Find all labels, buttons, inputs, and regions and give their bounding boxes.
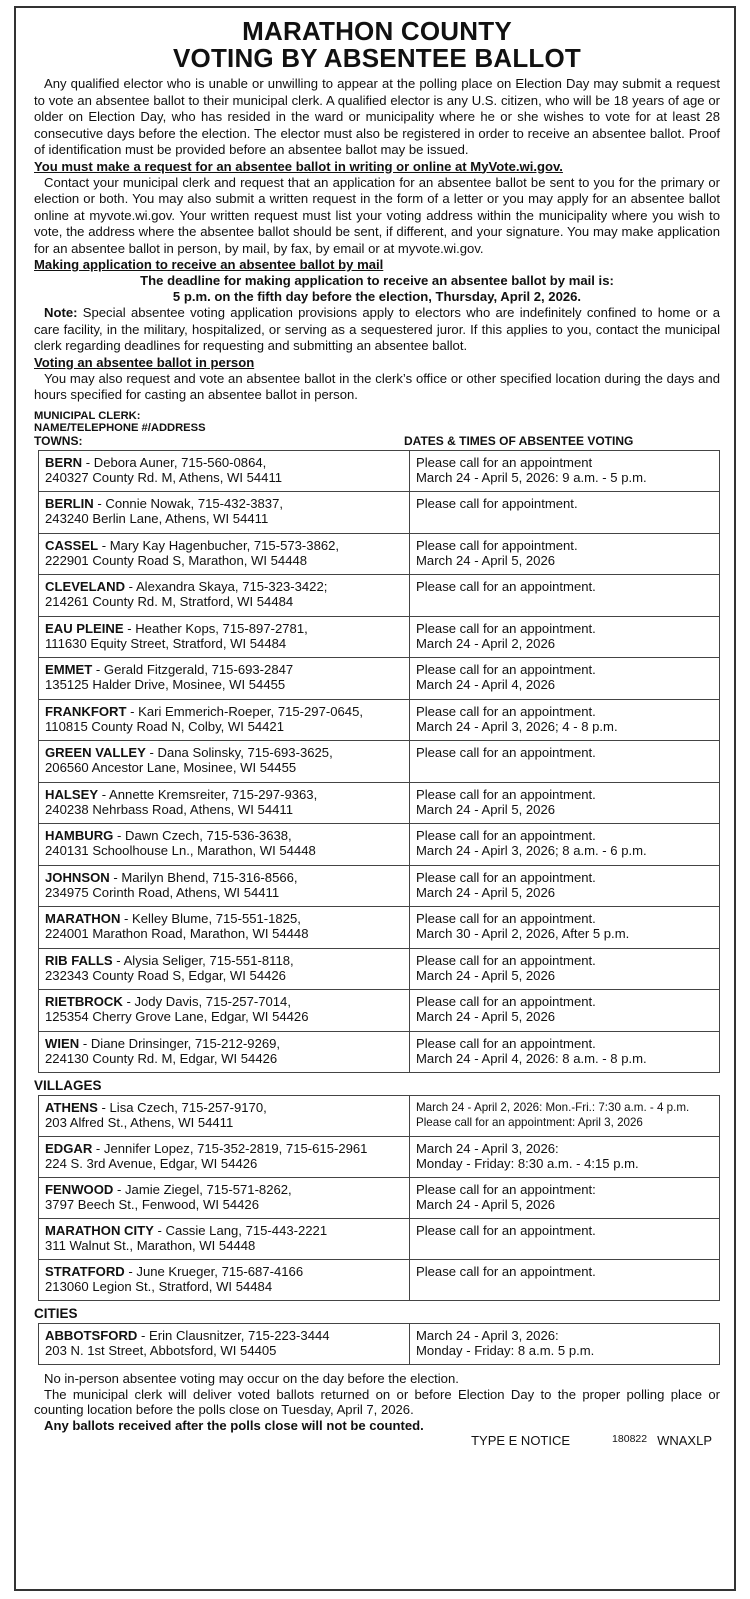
clerk-contact: - Diane Drinsinger, 715-212-9269, xyxy=(79,1035,281,1051)
clerk-contact: - Jamie Ziegel, 715-571-8262, xyxy=(113,1182,292,1197)
request-paragraph: Contact your municipal clerk and request that an application for an absentee ballot be sent to you for the primary or election or both. You may also submit a written request in the form of a letter or you may apply for an absentee ballot online at myvote.wi.gov. Your written request must list your voting address within the municipality where you wish to vote, the address where the absentee ballot should be sent, if different, and your signature. You may make application for an absentee ballot in person, by mail, by fax, by email or at myvote.wi.gov. xyxy=(34,174,720,256)
in-person-heading: Voting an absentee ballot in person xyxy=(34,354,255,370)
clerk-cell xyxy=(39,1137,410,1178)
voting-times-line-1: Please call for an appointment. xyxy=(416,994,596,1009)
voting-times-cell xyxy=(410,1324,720,1365)
voting-times-cell xyxy=(410,1219,720,1260)
voting-times-line-1: Please call for an appointment. xyxy=(416,828,596,843)
notice-frame xyxy=(14,6,736,1591)
voting-times-cell xyxy=(410,824,720,866)
villages-label: VILLAGES xyxy=(34,1078,102,1093)
clerk-address: 224001 Marathon Road, Marathon, WI 54448 xyxy=(45,926,309,942)
voting-times-line-2: March 24 - April 2, 2026 xyxy=(416,635,556,651)
clerk-address: 224130 County Rd. M, Edgar, WI 54426 xyxy=(45,1050,278,1066)
voting-times-line-1: Please call for an appointment. xyxy=(416,620,596,636)
municipality-name: WIEN xyxy=(45,1035,80,1051)
dates-header: DATES & TIMES OF ABSENTEE VOTING xyxy=(404,433,634,448)
table-row xyxy=(39,1137,720,1178)
table-row xyxy=(39,450,720,492)
voting-times-cell xyxy=(410,1260,720,1301)
municipality-name: EDGAR xyxy=(45,1141,93,1156)
voting-times-cell xyxy=(410,658,720,700)
clerk-contact: - Dana Solinsky, 715-693-3625, xyxy=(145,745,333,760)
clerk-contact: - Heather Kops, 715-897-2781, xyxy=(123,620,308,636)
clerk-address: 232343 County Road S, Edgar, WI 54426 xyxy=(45,967,286,983)
clerk-contact: - Dawn Czech, 715-536-3638, xyxy=(113,828,292,843)
voting-times-line-1: March 24 - April 2, 2026: Mon.-Fri.: 7:30 a.m. - 4 p.m. xyxy=(416,1101,690,1114)
clerk-cell xyxy=(39,782,410,824)
table-row xyxy=(39,533,720,575)
clerk-cell xyxy=(39,741,410,783)
voting-times-cell xyxy=(410,1137,720,1178)
clerk-cell xyxy=(39,1324,410,1365)
voting-times-line-1: Please call for an appointment: xyxy=(416,1182,596,1197)
voting-times-line-1: Please call for an appointment. xyxy=(416,703,596,719)
request-heading: You must make a request for an absentee ballot in writing or online at MyVote.wi.gov. xyxy=(34,158,563,174)
table-row xyxy=(39,616,720,658)
clerk-contact: - Gerald Fitzgerald, 715-693-2847 xyxy=(92,662,294,677)
voting-times-line-2: Monday - Friday: 8:30 a.m. - 4:15 p.m. xyxy=(416,1156,639,1172)
note-text: Special absentee voting application provisions apply to electors who are indefinitely confined to home or a care facility, in the military, hospitalized, or serving as a sequestered juror. If this applies to you, contact the municipal clerk regarding deadlines for requesting and submitting an absentee ballot. xyxy=(34,305,720,353)
clerk-cell xyxy=(39,492,410,534)
table-row xyxy=(39,824,720,866)
voting-times-cell xyxy=(410,699,720,741)
clerk-contact: - Alysia Seliger, 715-551-8118, xyxy=(112,952,294,968)
table-row xyxy=(39,948,720,990)
clerk-contact: - Jennifer Lopez, 715-352-2819, 715-615-2961 xyxy=(92,1141,368,1156)
clerk-cell xyxy=(39,1219,410,1260)
voting-times-line-1: Please call for an appointment. xyxy=(416,869,596,885)
clerk-address: 224 S. 3rd Avenue, Edgar, WI 54426 xyxy=(45,1156,258,1172)
clerk-header-2: NAME/TELEPHONE #/ADDRESS xyxy=(34,421,206,434)
clerk-address: 110815 County Road N, Colby, WI 54421 xyxy=(45,718,284,734)
municipality-name: FRANKFORT xyxy=(45,703,127,719)
title-line-1: MARATHON COUNTY xyxy=(242,16,512,46)
table-row xyxy=(39,741,720,783)
clerk-cell xyxy=(39,1178,410,1219)
table-row xyxy=(39,1324,720,1365)
voting-times-line-2: March 24 - April 5, 2026 xyxy=(416,1009,556,1025)
table-row xyxy=(39,907,720,949)
notice-code: WNAXLP xyxy=(657,1433,712,1448)
voting-times-cell xyxy=(410,948,720,990)
voting-times-cell xyxy=(410,1096,720,1137)
municipality-name: BERN xyxy=(45,454,83,470)
deadline-line-2: 5 p.m. on the fifth day before the election, Thursday, April 2, 2026. xyxy=(172,289,582,304)
clerk-cell xyxy=(39,1260,410,1301)
municipality-name: ABBOTSFORD xyxy=(45,1328,138,1343)
table-row xyxy=(39,575,720,617)
clerk-cell xyxy=(39,616,410,658)
clerk-contact: - June Krueger, 715-687-4166 xyxy=(124,1264,304,1279)
cities-label: CITIES xyxy=(34,1306,78,1321)
towns-table xyxy=(38,450,720,1074)
clerk-address: 203 N. 1st Street, Abbotsford, WI 54405 xyxy=(45,1343,277,1359)
voting-times-line-2: March 24 - Apirl 3, 2026; 8 a.m. - 6 p.m. xyxy=(416,843,647,859)
table-row xyxy=(39,492,720,534)
municipality-name: MARATHON CITY xyxy=(45,1223,154,1238)
municipality-name: CASSEL xyxy=(45,537,99,553)
voting-times-line-2: March 24 - April 5, 2026 xyxy=(416,967,556,983)
municipality-name: GREEN VALLEY xyxy=(45,745,146,760)
voting-times-cell xyxy=(410,741,720,783)
voting-times-line-1: Please call for an appointment. xyxy=(416,1223,596,1238)
voting-times-line-1: Please call for appointment. xyxy=(416,496,578,511)
clerk-cell xyxy=(39,533,410,575)
table-header-row xyxy=(34,434,720,448)
voting-times-line-2: March 24 - April 5, 2026 xyxy=(416,884,556,900)
voting-times-cell xyxy=(410,575,720,617)
clerk-cell xyxy=(39,824,410,866)
clerk-address: 213060 Legion St., Stratford, WI 54484 xyxy=(45,1279,273,1295)
clerk-contact: - Connie Nowak, 715-432-3837, xyxy=(93,496,283,511)
voting-times-cell xyxy=(410,1031,720,1073)
table-row xyxy=(39,865,720,907)
footer-line-3: Any ballots received after the polls close will not be counted. xyxy=(44,1417,424,1433)
clerk-contact: - Lisa Czech, 715-257-9170, xyxy=(97,1100,267,1115)
clerk-cell xyxy=(39,1031,410,1073)
clerk-address: 206560 Ancestor Lane, Mosinee, WI 54455 xyxy=(45,760,297,776)
voting-times-line-1: Please call for appointment. xyxy=(416,537,578,553)
voting-times-cell xyxy=(410,782,720,824)
clerk-address: 203 Alfred St., Athens, WI 54411 xyxy=(45,1115,234,1131)
mail-heading: Making application to receive an absentee ballot by mail xyxy=(34,257,384,272)
clerk-header-1: MUNICIPAL CLERK: xyxy=(34,409,141,422)
table-row xyxy=(39,1096,720,1137)
clerk-address: 311 Walnut St., Marathon, WI 54448 xyxy=(45,1238,256,1254)
clerk-address: 240238 Nehrbass Road, Athens, WI 54411 xyxy=(45,801,293,817)
notice-body xyxy=(34,18,720,1448)
municipality-name: BERLIN xyxy=(45,496,94,511)
voting-times-cell xyxy=(410,492,720,534)
clerk-cell xyxy=(39,658,410,700)
clerk-address: 243240 Berlin Lane, Athens, WI 54411 xyxy=(45,511,269,527)
voting-times-line-1: Please call for an appointment. xyxy=(416,745,596,760)
table-row xyxy=(39,990,720,1032)
voting-times-line-1: March 24 - April 3, 2026: xyxy=(416,1141,559,1156)
voting-times-cell xyxy=(410,533,720,575)
in-person-paragraph: You may also request and vote an absentee ballot in the clerk’s office or other specified location during the days and hours specified for casting an absentee ballot in person. xyxy=(34,370,720,402)
clerk-contact: - Jody Davis, 715-257-7014, xyxy=(122,994,291,1009)
clerk-cell xyxy=(39,1096,410,1137)
municipality-name: ATHENS xyxy=(45,1100,98,1115)
voting-times-line-1: March 24 - April 3, 2026: xyxy=(416,1328,559,1343)
clerk-address: 135125 Halder Drive, Mosinee, WI 54455 xyxy=(45,677,286,693)
municipality-name: HAMBURG xyxy=(45,828,114,843)
voting-times-line-1: Please call for an appointment xyxy=(416,454,593,470)
voting-times-line-1: Please call for an appointment. xyxy=(416,1264,596,1279)
title-line-2: VOTING BY ABSENTEE BALLOT xyxy=(172,43,582,73)
clerk-address: 214261 County Rd. M, Stratford, WI 54484 xyxy=(45,594,294,610)
voting-times-line-2: March 24 - April 5, 2026 xyxy=(416,1197,556,1213)
clerk-cell xyxy=(39,699,410,741)
voting-times-cell xyxy=(410,865,720,907)
note-paragraph xyxy=(34,305,720,355)
clerk-address: 3797 Beech St., Fenwood, WI 54426 xyxy=(45,1197,260,1213)
clerk-address: 240131 Schoolhouse Ln., Marathon, WI 54448 xyxy=(45,843,316,859)
villages-table xyxy=(38,1095,720,1301)
municipality-name: MARATHON xyxy=(45,911,121,926)
table-row xyxy=(39,782,720,824)
clerk-address: 222901 County Road S, Marathon, WI 54448 xyxy=(45,552,308,568)
table-row xyxy=(39,1178,720,1219)
deadline-line-1: The deadline for making application to receive an absentee ballot by mail is: xyxy=(140,273,614,288)
clerk-contact: - Mary Kay Hagenbucher, 715-573-3862, xyxy=(98,537,340,553)
voting-times-line-2: March 24 - April 5, 2026: 9 a.m. - 5 p.m. xyxy=(416,469,647,485)
clerk-cell xyxy=(39,575,410,617)
clerk-cell xyxy=(39,948,410,990)
clerk-contact: - Marilyn Bhend, 715-316-8566, xyxy=(109,869,298,885)
voting-times-line-2: March 24 - April 4, 2026 xyxy=(416,677,556,693)
towns-label: TOWNS: xyxy=(34,433,83,448)
clerk-contact: - Debora Auner, 715-560-0864, xyxy=(82,454,267,470)
voting-times-cell xyxy=(410,990,720,1032)
clerk-address: 111630 Equity Street, Stratford, WI 54484 xyxy=(45,635,287,651)
table-row xyxy=(39,1031,720,1073)
voting-times-cell xyxy=(410,907,720,949)
voting-times-line-1: Please call for an appointment. xyxy=(416,579,596,594)
clerk-cell xyxy=(39,990,410,1032)
voting-times-line-1: Please call for an appointment. xyxy=(416,662,596,677)
voting-times-line-2: Please call for an appointment: April 3, 2026 xyxy=(416,1116,643,1130)
notice-type: TYPE E NOTICE xyxy=(471,1433,571,1448)
voting-times-cell xyxy=(410,1178,720,1219)
table-row xyxy=(39,1260,720,1301)
voting-times-line-2: Monday - Friday: 8 a.m. 5 p.m. xyxy=(416,1343,595,1359)
intro-paragraph: Any qualified elector who is unable or unwilling to appear at the polling place on Election Day may submit a request to vote an absentee ballot to their municipal clerk. A qualified elector is any U.S. citizen, who will be 18 years of age or older on Election Day, who has resided in the ward or municipality where he or she wishes to vote for at least 28 consecutive days before the election. The elector must also be registered in order to receive an absentee ballot. Proof of identification must be provided before an absentee ballot may be issued. xyxy=(34,76,720,157)
voting-times-line-2: March 24 - April 3, 2026; 4 - 8 p.m. xyxy=(416,718,618,734)
municipality-name: JOHNSON xyxy=(45,869,110,885)
municipality-name: RIB FALLS xyxy=(45,952,113,968)
voting-times-line-1: Please call for an appointment. xyxy=(416,786,596,802)
clerk-contact: - Kelley Blume, 715-551-1825, xyxy=(120,911,301,926)
table-row xyxy=(39,1219,720,1260)
voting-times-line-2: March 30 - April 2, 2026, After 5 p.m. xyxy=(416,926,630,942)
municipality-name: FENWOOD xyxy=(45,1182,114,1197)
table-row xyxy=(39,699,720,741)
voting-times-cell xyxy=(410,450,720,492)
voting-times-line-2: March 24 - April 5, 2026 xyxy=(416,552,556,568)
clerk-contact: - Annette Kremsreiter, 715-297-9363, xyxy=(98,786,318,802)
voting-times-line-2: March 24 - April 5, 2026 xyxy=(416,801,556,817)
notice-number: 180822 xyxy=(612,1433,648,1445)
municipality-name: EAU PLEINE xyxy=(45,620,124,636)
clerk-contact: - Erin Clausnitzer, 715-223-3444 xyxy=(137,1328,330,1343)
municipality-name: EMMET xyxy=(45,662,93,677)
voting-times-line-1: Please call for an appointment. xyxy=(416,1035,596,1051)
notice-footer xyxy=(34,1433,720,1448)
voting-times-cell xyxy=(410,616,720,658)
clerk-address: 234975 Corinth Road, Athens, WI 54411 xyxy=(45,884,280,900)
table-row xyxy=(39,658,720,700)
clerk-contact: - Alexandra Skaya, 715-323-3422; xyxy=(125,579,328,594)
municipality-name: RIETBROCK xyxy=(45,994,123,1009)
clerk-address: 240327 County Rd. M, Athens, WI 54411 xyxy=(45,469,283,485)
municipality-name: CLEVELAND xyxy=(45,579,126,594)
clerk-cell xyxy=(39,450,410,492)
municipality-name: STRATFORD xyxy=(45,1264,125,1279)
clerk-contact: - Cassie Lang, 715-443-2221 xyxy=(153,1223,328,1238)
voting-times-line-1: Please call for an appointment. xyxy=(416,911,596,926)
voting-times-line-1: Please call for an appointment. xyxy=(416,952,596,968)
municipality-name: HALSEY xyxy=(45,786,99,802)
clerk-cell xyxy=(39,865,410,907)
clerk-address: 125354 Cherry Grove Lane, Edgar, WI 54426 xyxy=(45,1009,309,1025)
note-label: Note: xyxy=(44,305,78,320)
footer-line-1: No in-person absentee voting may occur on the day before the election. xyxy=(44,1371,459,1386)
voting-times-line-2: March 24 - April 4, 2026: 8 a.m. - 8 p.m. xyxy=(416,1050,647,1066)
clerk-cell xyxy=(39,907,410,949)
footer-line-2: The municipal clerk will deliver voted ballots returned on or before Election Day to the proper polling place or counting location before the polls close on Tuesday, April 7, 2026. xyxy=(34,1386,720,1417)
cities-table xyxy=(38,1323,720,1365)
clerk-contact: - Kari Emmerich-Roeper, 715-297-0645, xyxy=(126,703,363,719)
